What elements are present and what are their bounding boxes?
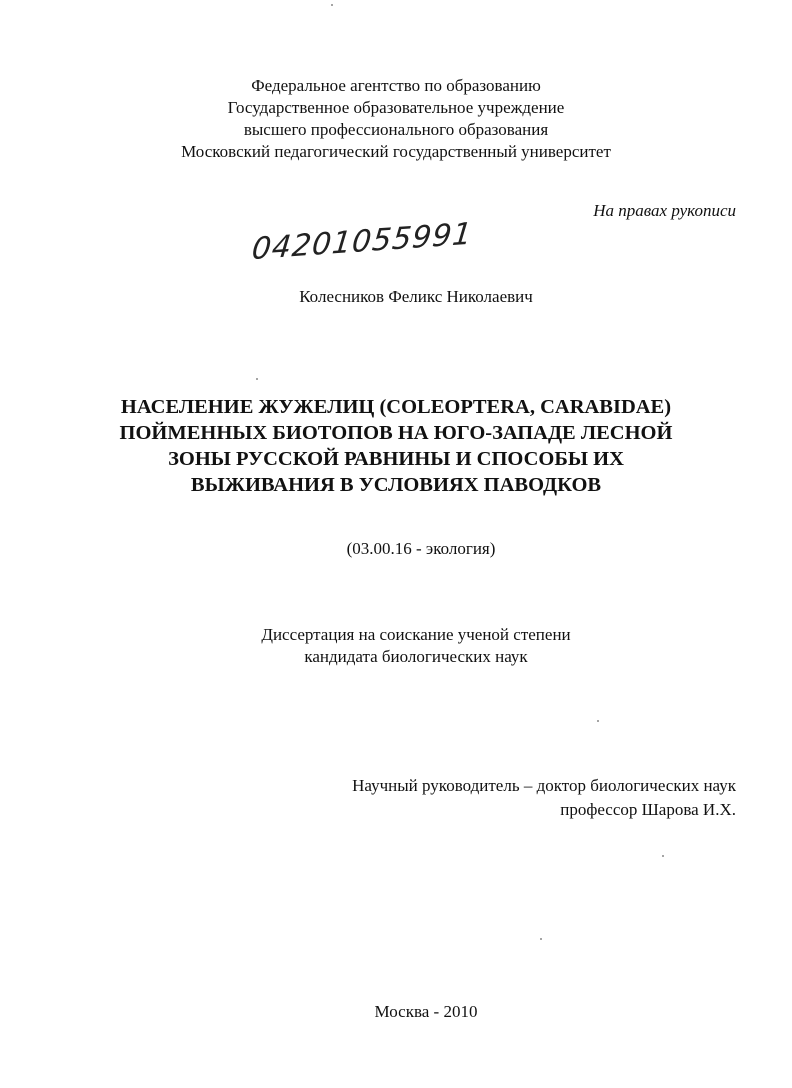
dissertation-title: [0, 394, 792, 498]
degree-line-1: Диссертация на соискание ученой степени: [261, 625, 571, 644]
title-line-1: НАСЕЛЕНИЕ ЖУЖЕЛИЦ (COLEOPTERA, CARABIDAE): [120, 396, 672, 418]
scan-speck: [331, 4, 333, 6]
author-name: Колесников Феликс Николаевич: [299, 287, 533, 306]
rights-note: На правах рукописи: [593, 201, 736, 220]
title-line-3: ЗОНЫ РУССКОЙ РАВНИНЫ И СПОСОБЫ ИХ: [168, 448, 624, 470]
advisor-line-2: профессор Шарова И.Х.: [560, 800, 736, 819]
header-line-education: высшего профессионального образования: [243, 120, 549, 139]
city-year: Москва - 2010: [374, 1002, 478, 1021]
title-line-2: ПОЙМЕННЫХ БИОТОПОВ НА ЮГО-ЗАПАДЕ ЛЕСНОЙ: [119, 422, 673, 444]
header-line-university: Московский педагогический государственный университет: [181, 142, 611, 161]
degree-line-2: кандидата биологических наук: [304, 647, 528, 666]
header-line-agency: Федеральное агентство по образованию: [251, 76, 541, 95]
scan-speck: [256, 378, 258, 380]
scan-speck: [540, 938, 542, 940]
header-line-institution: Государственное образовательное учреждение: [227, 98, 565, 117]
scan-speck: [597, 720, 599, 722]
institution-header: [0, 75, 792, 163]
degree-statement: [0, 624, 792, 668]
scan-speck: [662, 855, 664, 857]
title-line-4: ВЫЖИВАНИЯ В УСЛОВИЯХ ПАВОДКОВ: [190, 474, 602, 496]
scientific-advisor: [352, 774, 736, 822]
advisor-line-1: Научный руководитель – доктор биологических наук: [352, 776, 736, 795]
handwritten-registration-number: 04201055991: [250, 216, 475, 268]
specialty-code: (03.00.16 - экология): [346, 539, 496, 558]
